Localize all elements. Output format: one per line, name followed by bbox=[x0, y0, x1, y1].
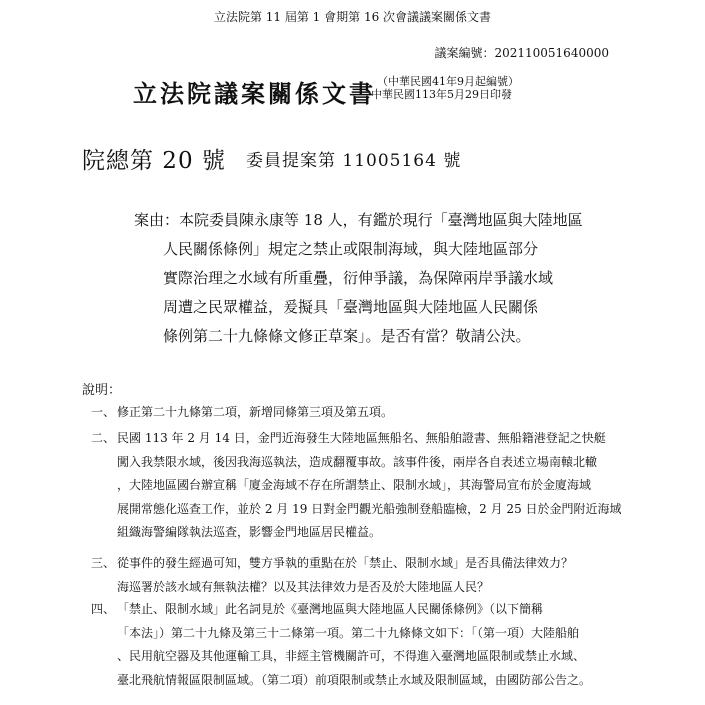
subject-line: 實際治理之水域有所重疊，衍伸爭議，為保障兩岸爭議水域 bbox=[163, 269, 554, 287]
document-title-note bbox=[371, 75, 519, 101]
explanation-item bbox=[91, 401, 393, 425]
numbering-note: （中華民國41年9月起編號） bbox=[377, 75, 519, 88]
item-line: 民國 113 年 2 月 14 日，金門近海發生大陸地區無船名、無船舶證書、無船籍港登記之快艇 bbox=[117, 431, 606, 445]
item-number: 三、 bbox=[91, 556, 116, 570]
explanation-heading: 說明： bbox=[82, 383, 122, 398]
subject-block bbox=[134, 206, 624, 351]
item-line: 闖入我禁限水域，後因我海巡執法，造成翻覆事故。該事件後，兩岸各自表述立場南轅北轍 bbox=[117, 454, 598, 469]
bill-number: 議案編號：202110051640000 bbox=[434, 46, 609, 60]
item-line: 海巡署於該水域有無執法權？以及其法律效力是否及於大陸地區人民？ bbox=[117, 579, 490, 594]
item-line: 修正第二十九條第二項，新增同條第三項及第五項。 bbox=[117, 405, 394, 419]
item-number: 一、 bbox=[91, 405, 116, 419]
item-number: 四、 bbox=[91, 602, 116, 616]
subject-line: 案由：本院委員陳永康等 18 人，有鑑於現行「臺灣地區與大陸地區 bbox=[134, 211, 583, 229]
proposal-number: 委員提案第 11005164 號 bbox=[246, 151, 462, 171]
item-line: 「本法」）第二十九條及第三十二條第一項。第二十九條條文如下：「（第一項）大陸船舶 bbox=[117, 625, 580, 640]
item-line: 臺北飛航情報區限制區域。（第二項）前項限制或禁止水域及限制區域，由國防部公告之。 bbox=[117, 672, 592, 687]
print-date: 中華民國113年5月29日印發 bbox=[371, 88, 512, 101]
item-line: 組織海警編隊執法巡查，影響金門地區居民權益。 bbox=[117, 525, 382, 539]
subject-line: 人民關係條例」規定之禁止或限制海域，與大陸地區部分 bbox=[163, 240, 539, 258]
item-line: 從事件的發生經過可知，雙方爭執的重點在於「禁止、限制水域」是否具備法律效力？ bbox=[117, 556, 574, 570]
document-title: 立法院議案關係文書 bbox=[133, 79, 376, 108]
explanation-item bbox=[91, 552, 573, 599]
item-line: 展開常態化巡查工作，並於 2 月 19 日對金門觀光船強制登船臨檢，2 月 25 日於金門附近海域 bbox=[117, 501, 622, 516]
item-line: ，大陸地區國台辦宣稱「廈金海域不存在所謂禁止、限制水域」，其海警局宣布於金廈海域 bbox=[117, 478, 592, 492]
subject-line: 周遭之民眾權益，爰擬具「臺灣地區與大陸地區人民關係 bbox=[163, 298, 539, 316]
explanation-item bbox=[91, 598, 591, 692]
subject-line: 條例第二十九條條文修正草案」。是否有當？敬請公決。 bbox=[163, 327, 531, 345]
case-number: 院總第 20 號 bbox=[82, 148, 226, 174]
running-header: 立法院第 11 屆第 1 會期第 16 次會議議案關係文書 bbox=[213, 10, 492, 24]
item-line: 、民用航空器及其他運輸工具，非經主管機關許可，不得進入臺灣地區限制或禁止水域、 bbox=[117, 649, 586, 663]
explanation-item bbox=[91, 427, 622, 545]
item-number: 二、 bbox=[91, 431, 116, 445]
item-line: 「禁止、限制水域」此名詞見於《臺灣地區與大陸地區人民關係條例》（以下簡稱 bbox=[117, 602, 544, 616]
